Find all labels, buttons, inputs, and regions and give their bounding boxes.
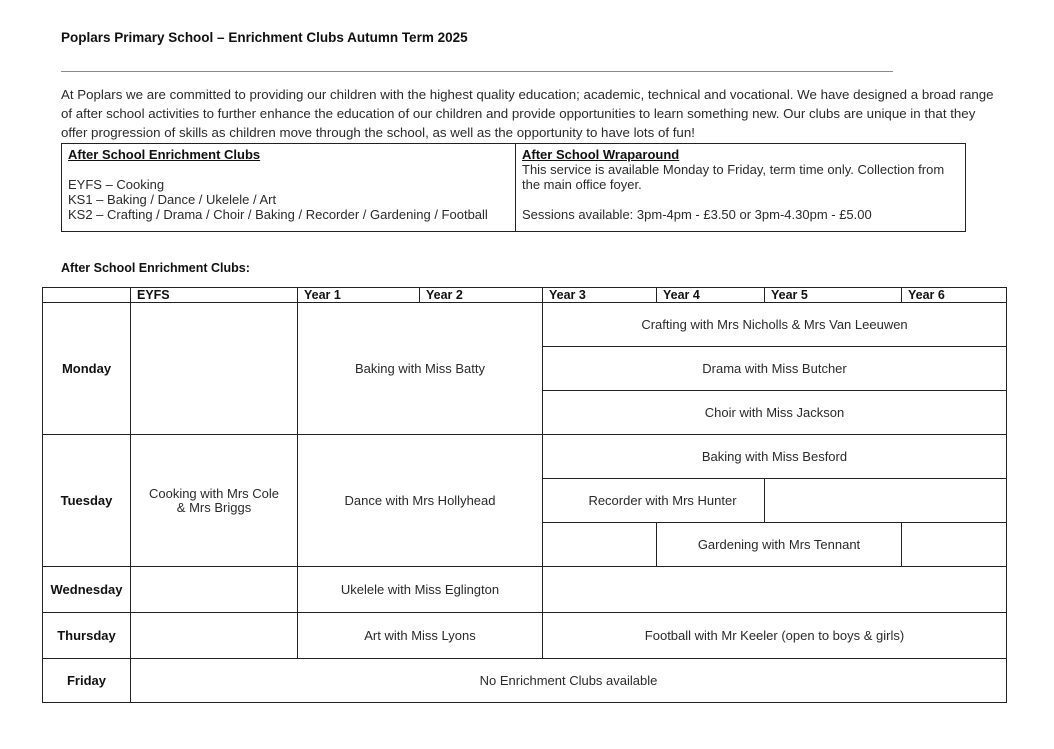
- wednesday-ks2-empty: [543, 567, 1007, 613]
- header-year-2: Year 2: [420, 288, 543, 303]
- tuesday-ks1-club: Dance with Mrs Hollyhead: [298, 435, 543, 567]
- monday-choir-club: Choir with Miss Jackson: [543, 391, 1007, 435]
- summary-line-eyfs: EYFS – Cooking: [68, 177, 165, 192]
- header-year-4: Year 4: [657, 288, 765, 303]
- thursday-eyfs-empty: [131, 613, 298, 659]
- header-year-3: Year 3: [543, 288, 657, 303]
- enrichment-heading: After School Enrichment Clubs: [68, 147, 261, 162]
- day-monday: Monday: [43, 303, 131, 435]
- tuesday-empty-cell: [765, 479, 1007, 523]
- tuesday-eyfs-club: Cooking with Mrs Cole & Mrs Briggs: [131, 435, 298, 567]
- thursday-row: [43, 613, 1007, 659]
- header-eyfs: EYFS: [131, 288, 298, 303]
- timetable-heading: After School Enrichment Clubs:: [61, 261, 250, 275]
- wednesday-eyfs-empty: [131, 567, 298, 613]
- page-title: Poplars Primary School – Enrichment Clubs Autumn Term 2025: [61, 30, 468, 45]
- header-row: [43, 288, 1007, 303]
- monday-row: [43, 303, 1007, 347]
- header-year-1: Year 1: [298, 288, 420, 303]
- clubs-timetable: [42, 287, 1007, 703]
- day-thursday: Thursday: [43, 613, 131, 659]
- enrichment-summary: [62, 144, 516, 231]
- wednesday-ks1-club: Ukelele with Miss Eglington: [298, 567, 543, 613]
- day-friday: Friday: [43, 659, 131, 703]
- tuesday-recorder-club: Recorder with Mrs Hunter: [543, 479, 765, 523]
- monday-ks1-club: Baking with Miss Batty: [298, 303, 543, 435]
- wednesday-row: [43, 567, 1007, 613]
- friday-no-clubs: No Enrichment Clubs available: [131, 659, 1007, 703]
- thursday-ks1-club: Art with Miss Lyons: [298, 613, 543, 659]
- monday-eyfs-empty: [131, 303, 298, 435]
- tuesday-empty-cell: [902, 523, 1007, 567]
- wraparound-sessions: Sessions available: 3pm-4pm - £3.50 or 3pm-4.30pm - £5.00: [522, 207, 872, 222]
- wraparound-text: This service is available Monday to Friday, term time only. Collection from the main office foyer.: [522, 162, 945, 192]
- header-year-5: Year 5: [765, 288, 902, 303]
- tuesday-gardening-club: Gardening with Mrs Tennant: [657, 523, 902, 567]
- wraparound-heading: After School Wraparound: [522, 147, 680, 162]
- intro-paragraph: At Poplars we are committed to providing our children with the highest quality education; academic, technical and vocational. We have designed a broad range of after school activities to further enhance the education of our children and provide opportunities to learn something new. Our clubs are unique in that they offer progression of skills as children move through the school, as well as the opportunity to have lots of fun!: [61, 87, 994, 140]
- wraparound-summary: [516, 144, 965, 231]
- friday-row: [43, 659, 1007, 703]
- monday-drama-club: Drama with Miss Butcher: [543, 347, 1007, 391]
- day-tuesday: Tuesday: [43, 435, 131, 567]
- info-box: [61, 143, 966, 232]
- divider: [61, 71, 893, 72]
- monday-crafting-club: Crafting with Mrs Nicholls & Mrs Van Leeuwen: [543, 303, 1007, 347]
- summary-line-ks2: KS2 – Crafting / Drama / Choir / Baking / Recorder / Gardening / Football: [68, 207, 488, 222]
- tuesday-empty-cell: [543, 523, 657, 567]
- thursday-ks2-club: Football with Mr Keeler (open to boys & girls): [543, 613, 1007, 659]
- header-corner: [43, 288, 131, 303]
- tuesday-row: [43, 435, 1007, 479]
- day-wednesday: Wednesday: [43, 567, 131, 613]
- summary-line-ks1: KS1 – Baking / Dance / Ukelele / Art: [68, 192, 277, 207]
- tuesday-baking-club: Baking with Miss Besford: [543, 435, 1007, 479]
- header-year-6: Year 6: [902, 288, 1007, 303]
